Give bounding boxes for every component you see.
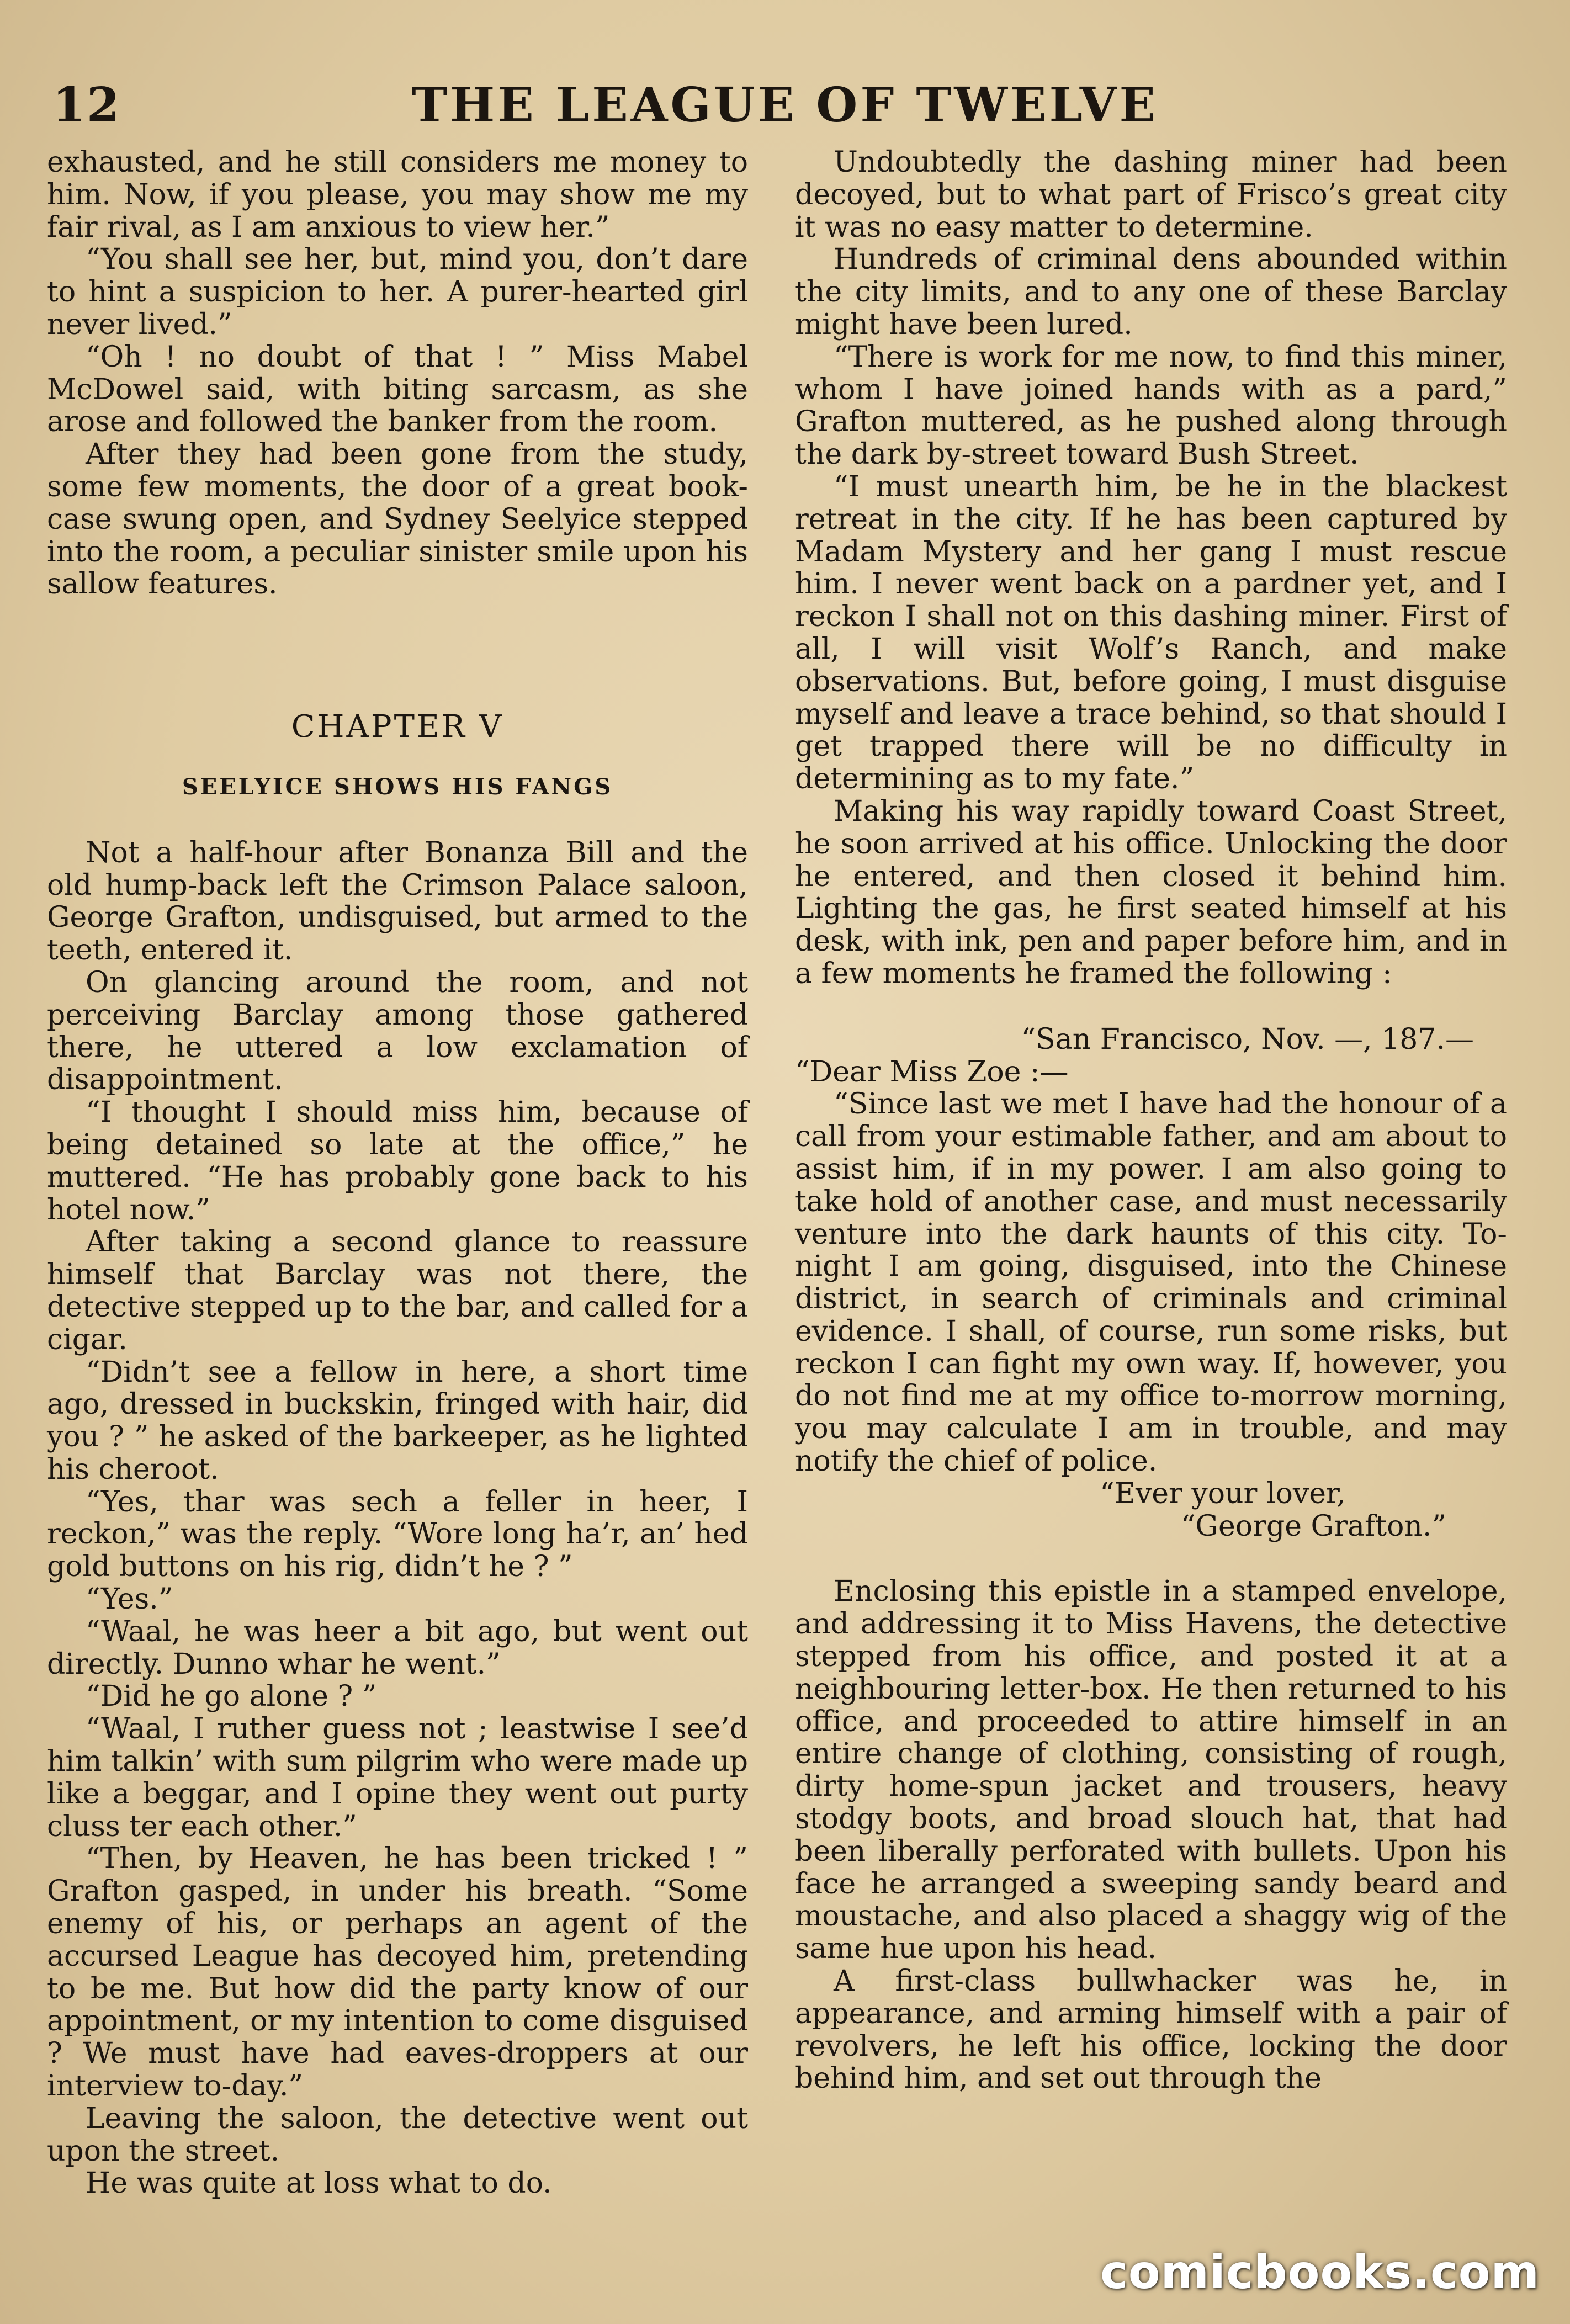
left-column — [47, 146, 748, 2200]
paragraph: “Waal, he was heer a bit ago, but went out directly. Dunno whar he went.” — [47, 1615, 748, 1681]
paragraph: “I thought I should miss him, because of being detained so late at the office,” he muttered. “He has probably gone back to his hotel now.” — [47, 1096, 748, 1227]
chapter-subtitle: SEELYICE SHOWS HIS FANGS — [182, 773, 613, 800]
right-column — [795, 146, 1507, 2095]
watermark: comicbooks.com — [1100, 2245, 1540, 2299]
paragraph: After taking a second glance to reassure himself that Barclay was not there, the detective stepped up to the bar, and called for a cigar. — [47, 1225, 748, 1356]
paragraph: “Yes, thar was sech a feller in heer, I reckon,” was the reply. “Wore long ha’r, an’ hed gold buttons on his rig, didn’t he ? ” — [47, 1485, 748, 1584]
paragraph: Hundreds of criminal dens abounded within the city limits, and to any one of these Barclay might have been lured. — [795, 243, 1507, 341]
paragraph: “Did he go alone ? ” — [86, 1680, 377, 1713]
paragraph: “Waal, I ruther guess not ; leastwise I see’d him talkin’ with sum pilgrim who were made up like a beggar, and I opine they went out purty cluss ter each other.” — [47, 1712, 748, 1843]
paragraph: “Oh ! no doubt of that ! ” Miss Mabel McDowel said, with biting sarcasm, as she arose and followed the banker from the room. — [47, 340, 748, 439]
paragraph: Making his way rapidly toward Coast Street, he soon arrived at his office. Unlocking the door he entered, and then closed it behind him. Lighting the gas, he first seated himself at his desk, with ink, pen and paper before him, and in a few moments he framed the following : — [795, 794, 1507, 990]
paragraph: “There is work for me now, to find this miner, whom I have joined hands with as a pard,” Grafton muttered, as he pushed along through the dark by-street toward Bush Street. — [795, 340, 1507, 471]
paragraph: “I must unearth him, be he in the blackest retreat in the city. If he has been captured by Madam Mystery and her gang I must rescue him. I never went back on a pardner yet, and I reckon I shall not on this dashing miner. First of all, I will visit Wolf’s Ranch, and make observations. But, before going, I must disguise myself and leave a trace behind, so that should I get trapped there will be no difficulty in determining as to my fate.” — [795, 470, 1507, 796]
paragraph: He was quite at loss what to do. — [86, 2167, 552, 2200]
chapter-title: CHAPTER V — [291, 709, 504, 745]
letter-close: “Ever your lover, — [1100, 1477, 1346, 1510]
page-number: 12 — [52, 77, 121, 133]
paragraph: Undoubtedly the dashing miner had been decoyed, but to what part of Frisco’s great city it was no easy matter to determine. — [795, 146, 1507, 244]
paragraph: “Yes.” — [86, 1583, 173, 1616]
paragraph: “Then, by Heaven, he has been tricked ! ” Grafton gasped, in under his breath. “Some enemy of his, or perhaps an agent of the accursed League has decoyed him, pretending to be me. But how did the party know of our appointment, or my intention to come disguised ? We must have had eaves-droppers at our interview to-day.” — [47, 1842, 748, 2103]
letter-signature: “George Grafton.” — [1180, 1509, 1446, 1543]
paragraph: “Didn’t see a fellow in here, a short time ago, dressed in buckskin, fringed with hair, did you ? ” he asked of the barkeeper, as he lighted his cheroot. — [47, 1355, 748, 1486]
paragraph: A first-class bullwhacker was he, in appearance, and arming himself with a pair of revolvers, he left his office, locking the door behind him, and set out through the — [795, 1965, 1507, 2095]
paragraph: “You shall see her, but, mind you, don’t dare to hint a suspicion to her. A purer-hearted girl never lived.” — [47, 243, 748, 341]
paragraph: Leaving the saloon, the detective went out upon the street. — [47, 2102, 748, 2168]
paragraph: exhausted, and he still considers me money to him. Now, if you please, you may show me my fair rival, as I am anxious to view her.” — [47, 146, 748, 244]
letter-salutation: “Dear Miss Zoe :— — [795, 1055, 1069, 1089]
letter-dateline: “San Francisco, Nov. —, 187.— — [1021, 1022, 1474, 1056]
paragraph: After they had been gone from the study, some few moments, the door of a great book-case swung open, and Sydney Seelyice stepped into the room, a peculiar sinister smile upon his sallow features. — [47, 438, 748, 601]
paragraph: Not a half-hour after Bonanza Bill and the old hump-back left the Crimson Palace saloon, George Grafton, undisguised, but armed to the teeth, entered it. — [47, 836, 748, 967]
letter-body: “Since last we met I have had the honour of a call from your estimable father, and am about to assist him, if in my power. I am also going to take hold of another case, and must necessarily venture into the dark haunts of this city. To-night I am going, disguised, into the Chinese district, in search of criminals and criminal evidence. I shall, of course, run some risks, but reckon I can fight my own way. If, however, you do not find me at my office to-morrow morning, you may calculate I am in trouble, and may notify the chief of police. — [795, 1087, 1507, 1478]
paragraph: On glancing around the room, and not perceiving Barclay among those gathered there, he uttered a low exclamation of disappointment. — [47, 965, 748, 1097]
paragraph: Enclosing this epistle in a stamped envelope, and addressing it to Miss Havens, the detective stepped from his office, and posted it at a neighbouring letter-box. He then returned to his office, and proceeded to attire himself in an entire change of clothing, consisting of rough, dirty home-spun jacket and trousers, heavy stodgy boots, and broad slouch hat, that had been liberally perforated with bullets. Upon his face he arranged a sweeping sandy beard and moustache, and also placed a shaggy wig of the same hue upon his head. — [795, 1575, 1507, 1966]
running-title: THE LEAGUE OF TWELVE — [412, 77, 1158, 133]
